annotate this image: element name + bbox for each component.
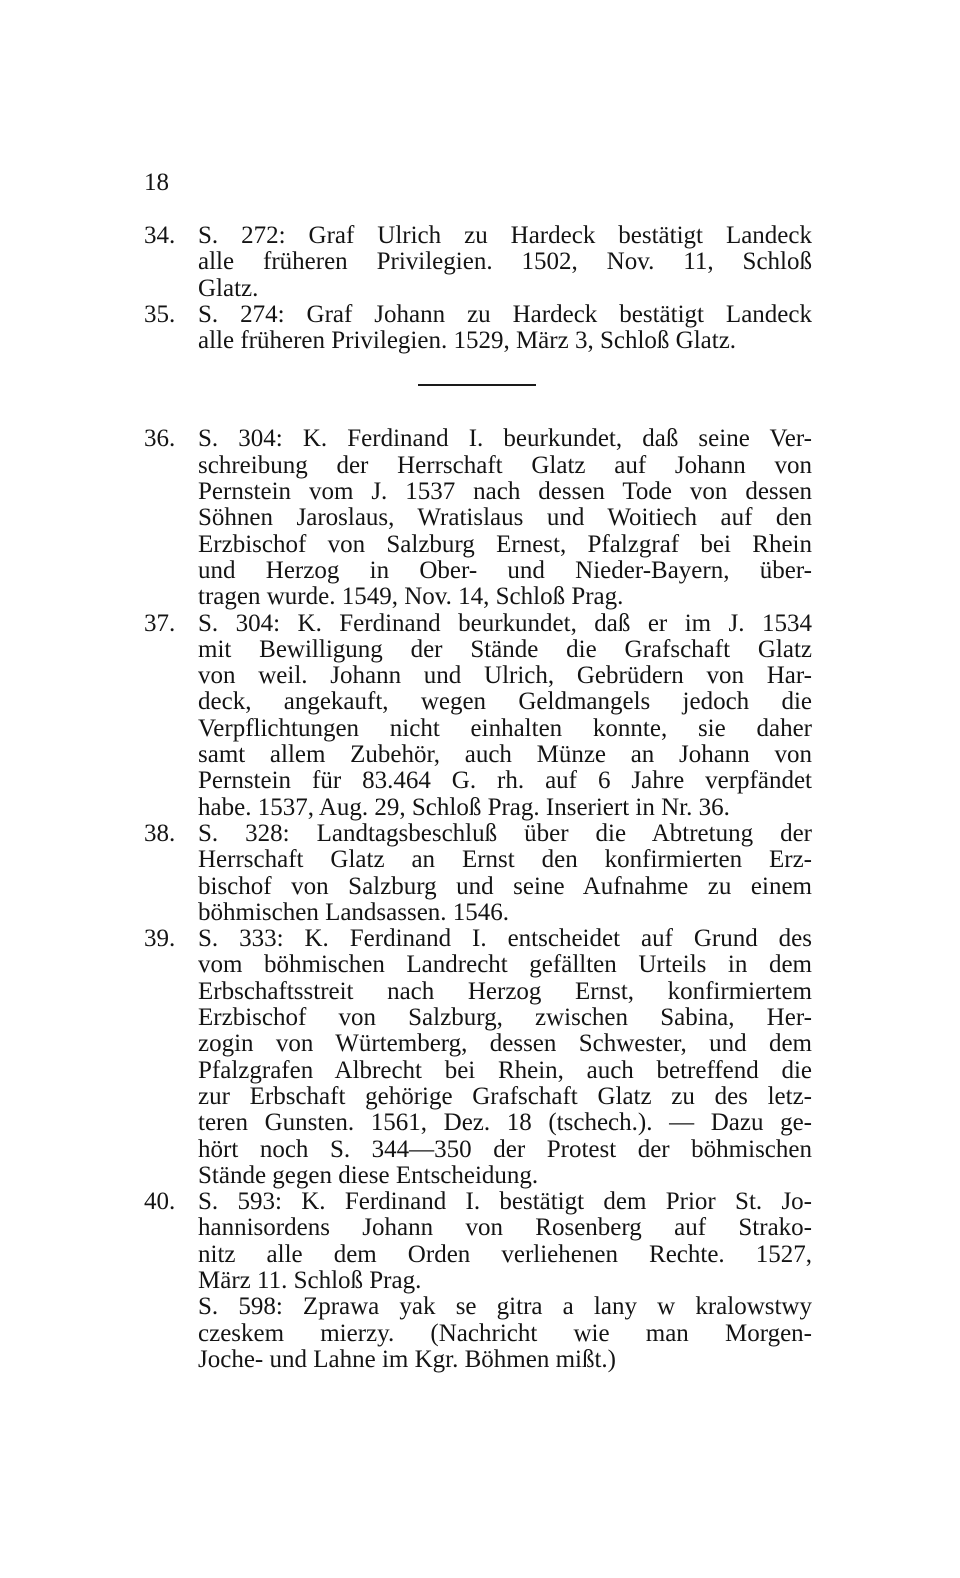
entry-number: 40. [144, 1188, 176, 1216]
entry-line: Söhnen Jaroslaus, Wratislaus und Woitiech auf den [198, 504, 812, 532]
entry-item [144, 302, 812, 355]
entry-line: hört noch S. 344—350 der Protest der böhmischen [198, 1135, 812, 1163]
entry-line: deck, angekauft, wegen Geldmangels jedoch die [198, 688, 812, 716]
entry-line: März 11. Schloß Prag. [198, 1266, 422, 1294]
entry-item [144, 821, 812, 926]
entry-line: tragen wurde. 1549, Nov. 14, Schloß Prag. [198, 583, 624, 611]
entry-line: Pfalzgrafen Albrecht bei Rhein, auch betreffend die [198, 1056, 812, 1084]
entry-line: nitz alle dem Orden verliehenen Rechte. 1527, [198, 1240, 812, 1268]
entry-line: vom böhmischen Landrecht gefällten Urteils in dem [198, 951, 812, 979]
entry-line: bischof von Salzburg und seine Aufnahme zu einem [198, 872, 812, 900]
separator-rule [418, 384, 536, 386]
entry-item [144, 223, 812, 302]
entry-line: Glatz. [198, 274, 259, 302]
entry-item [144, 1189, 812, 1294]
entries-list [144, 223, 812, 1373]
entry-line: Pernstein vom J. 1537 nach dessen Tode von dessen [198, 478, 812, 506]
section-separator [144, 354, 812, 426]
entry-line: S. 328: Landtagsbeschluß über die Abtretung der [198, 819, 812, 847]
entry-number: 39. [144, 925, 176, 953]
entry-line: S. 272: Graf Ulrich zu Hardeck bestätigt Landeck [198, 222, 812, 249]
entry-text [198, 821, 812, 926]
entry-line: von weil. Johann und Ulrich, Gebrüdern von Har- [198, 662, 812, 690]
entry-line: Pernstein für 83.464 G. rh. auf 6 Jahre verpfändet [198, 767, 812, 795]
entry-text [198, 426, 812, 610]
entry-number: 38. [144, 819, 176, 847]
entry-line: hannisordens Johann von Rosenberg auf Strako- [198, 1214, 812, 1242]
entry-line: czeskem mierzy. (Nachricht wie man Morgen- [198, 1319, 812, 1347]
entry-number: 35. [144, 300, 176, 328]
entry-line: Erzbischof von Salzburg, zwischen Sabina, Her- [198, 1004, 812, 1032]
entry-line: samt allem Zubehör, auch Münze an Johann von [198, 741, 812, 769]
trailing-note [198, 1294, 812, 1373]
entry-text [198, 611, 812, 821]
entry-number: 36. [144, 425, 176, 453]
entry-line: S. 304: K. Ferdinand I. beurkundet, daß seine Ver- [198, 425, 812, 453]
entries-group-bottom [144, 426, 812, 1294]
entry-line: Erbschaftsstreit nach Herzog Ernst, konfirmiertem [198, 977, 812, 1005]
entry-line: Erzbischof von Salzburg Ernest, Pfalzgraf bei Rhein [198, 530, 812, 558]
entry-item [144, 426, 812, 610]
entry-line: S. 304: K. Ferdinand beurkundet, daß er im J. 1534 [198, 609, 812, 637]
entry-line: Herrschaft Glatz an Ernst den konfirmierten Erz- [198, 846, 812, 874]
entry-item [144, 926, 812, 1189]
entry-text [198, 223, 812, 302]
entry-item [144, 611, 812, 821]
entry-line: zogin von Würtemberg, dessen Schwester, und dem [198, 1030, 812, 1058]
entry-text [198, 1189, 812, 1294]
entry-line: und Herzog in Ober- und Nieder-Bayern, über- [198, 556, 812, 584]
entry-line: zur Erbschaft gehörige Grafschaft Glatz zu des letz- [198, 1082, 812, 1110]
page-number: 18 [144, 169, 169, 196]
entry-number: 34. [144, 222, 176, 249]
entry-line: S. 598: Zprawa yak se gitra a lany w kralowstwy [198, 1293, 812, 1321]
entry-text [198, 302, 812, 355]
entry-line: Joche- und Lahne im Kgr. Böhmen mißt.) [198, 1345, 616, 1373]
entry-line: S. 333: K. Ferdinand I. entscheidet auf Grund des [198, 925, 812, 953]
entry-line: alle früheren Privilegien. 1529, März 3, Schloß Glatz. [198, 327, 737, 355]
entry-number: 37. [144, 609, 176, 637]
entry-text [198, 926, 812, 1189]
entries-group-top [144, 223, 812, 354]
entry-line: Verpflichtungen nicht einhalten konnte, sie daher [198, 714, 812, 742]
entry-line: Stände gegen diese Entscheidung. [198, 1161, 539, 1189]
entry-line: alle früheren Privilegien. 1502, Nov. 11, Schloß [198, 248, 812, 276]
entry-line: habe. 1537, Aug. 29, Schloß Prag. Inseriert in Nr. 36. [198, 793, 730, 821]
entry-line: böhmischen Landsassen. 1546. [198, 898, 510, 926]
entry-line: mit Bewilligung der Stände die Grafschaft Glatz [198, 635, 812, 663]
entry-line: S. 593: K. Ferdinand I. bestätigt dem Prior St. Jo- [198, 1188, 812, 1216]
entry-line: schreibung der Herrschaft Glatz auf Johann von [198, 451, 812, 479]
entry-line: teren Gunsten. 1561, Dez. 18 (tschech.). — Dazu ge- [198, 1109, 812, 1137]
entry-line: S. 274: Graf Johann zu Hardeck bestätigt Landeck [198, 300, 812, 328]
